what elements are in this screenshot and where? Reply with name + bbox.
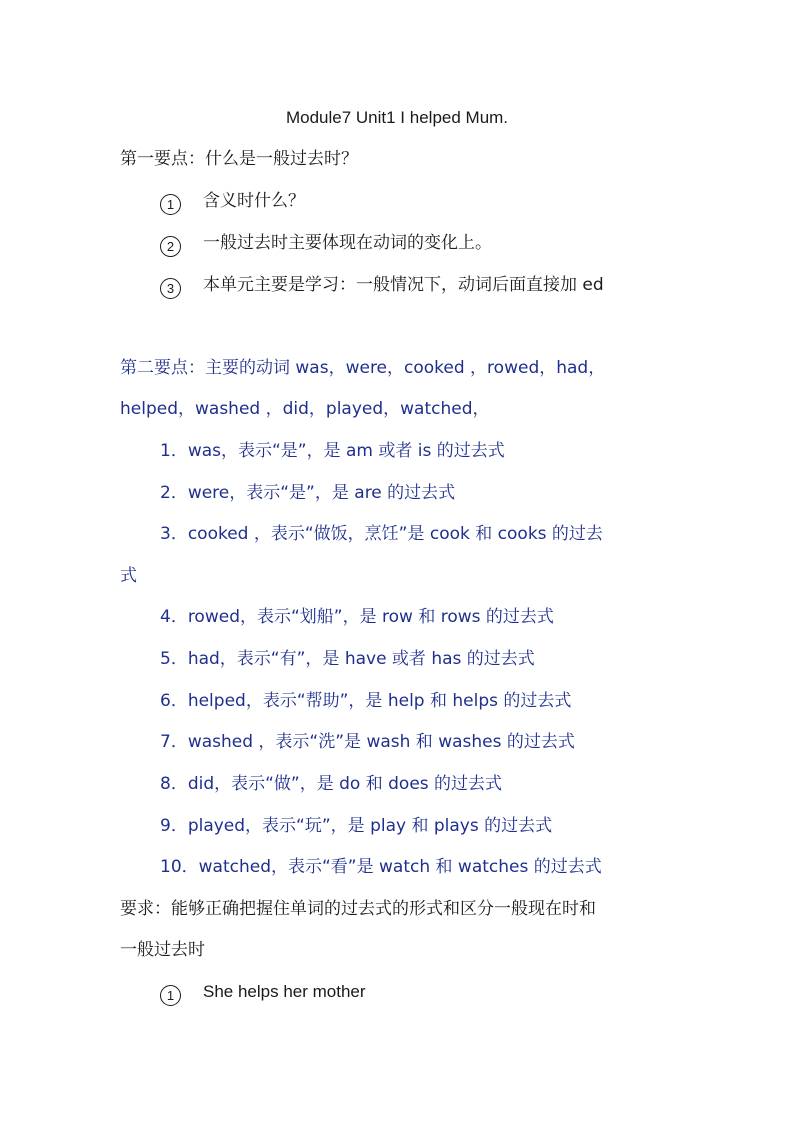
- example-1: [160, 980, 366, 1006]
- circled-number: 3: [160, 278, 181, 299]
- verb-item-7: 7．washed ，表示“洗”是 wash 和 washes 的过去式: [160, 732, 575, 752]
- section2-heading-line2: helped，washed ，did，played，watched，: [120, 399, 490, 419]
- verb-item-3-wrap: 式: [120, 566, 137, 586]
- page-title: Module7 Unit1 I helped Mum.: [285, 108, 509, 127]
- requirement-line2: 一般过去时: [120, 940, 205, 960]
- section1-point-3: [160, 273, 604, 299]
- verb-item-9: 9．played，表示“玩”，是 play 和 plays 的过去式: [160, 816, 553, 836]
- verb-item-3: 3．cooked ，表示“做饭，烹饪”是 cook 和 cooks 的过去: [160, 524, 603, 544]
- verb-item-10: 10．watched，表示“看”是 watch 和 watches 的过去式: [160, 857, 602, 877]
- point-text: 本单元主要是学习：一般情况下，动词后面直接加 ed: [203, 275, 604, 295]
- section1-heading: 第一要点：什么是一般过去时？: [120, 149, 358, 169]
- section2-heading-line1: 第二要点：主要的动词 was，were，cooked ，rowed，had，: [120, 358, 606, 378]
- circled-number: 1: [160, 194, 181, 215]
- verb-item-8: 8．did，表示“做”，是 do 和 does 的过去式: [160, 774, 503, 794]
- circled-number: 2: [160, 236, 181, 257]
- section1-point-2: [160, 231, 492, 257]
- verb-item-1: 1．was，表示“是”，是 am 或者 is 的过去式: [160, 441, 505, 461]
- verb-item-6: 6．helped，表示“帮助”，是 help 和 helps 的过去式: [160, 691, 572, 711]
- point-text: 含义时什么？: [203, 191, 305, 211]
- verb-item-5: 5．had，表示“有”，是 have 或者 has 的过去式: [160, 649, 535, 669]
- section1-point-1: [160, 189, 305, 215]
- point-text: 一般过去时主要体现在动词的变化上。: [203, 233, 492, 253]
- verb-item-2: 2．were，表示“是”，是 are 的过去式: [160, 483, 456, 503]
- circled-number: 1: [160, 985, 181, 1006]
- verb-item-4: 4．rowed，表示“划船”，是 row 和 rows 的过去式: [160, 607, 554, 627]
- requirement-line1: 要求：能够正确把握住单词的过去式的形式和区分一般现在时和: [120, 899, 596, 919]
- example-text: She helps her mother: [203, 982, 366, 1001]
